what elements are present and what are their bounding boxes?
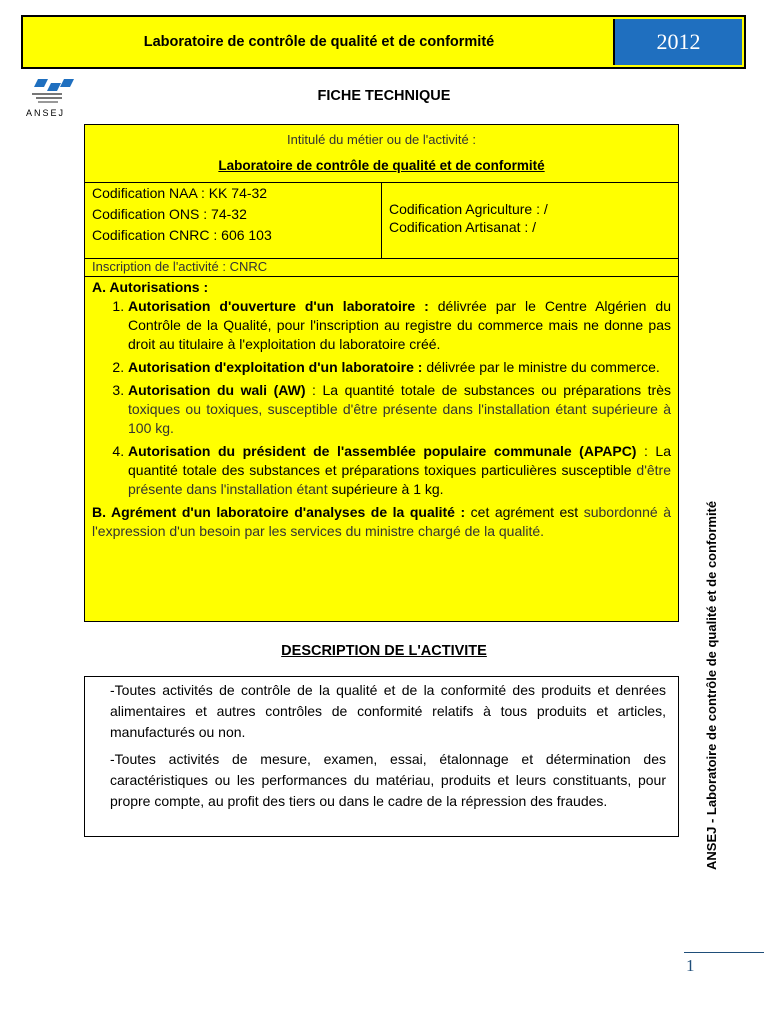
autorisation-text: délivrée par le ministre du commerce. [422, 359, 660, 375]
description-paragraph: -Toutes activités de contrôle de la qualité et de la conformité des produits et denrées alimentaires et autres contrôles de conformité relatifs à tous produits et articles, manufacturés ou non. [110, 682, 666, 740]
header-bar [21, 15, 746, 69]
agrement-text-light: subordonné à l'expression d'un besoin par les services du ministre chargé de la qualité. [92, 504, 671, 539]
description-box [84, 676, 679, 837]
autorisations-section [85, 278, 678, 541]
intitule-label: Intitulé du métier ou de l'activité : [287, 132, 476, 147]
side-margin-text: ANSEJ - Laboratoire de contrôle de qualité et de conformité [704, 500, 719, 870]
autorisation-title: Autorisation du wali (AW) [128, 382, 306, 398]
codification-artisanat: Codification Artisanat : / [389, 219, 537, 235]
intitule-value: Laboratoire de contrôle de qualité et de conformité [218, 158, 545, 173]
description-title: DESCRIPTION DE L'ACTIVITE [281, 643, 487, 659]
codification-cnrc: Codification CNRC : 606 103 [92, 227, 272, 243]
list-item [128, 358, 671, 377]
page-footer-line [684, 952, 764, 953]
list-item [128, 297, 671, 354]
header-year: 2012 [613, 19, 742, 65]
list-item [128, 381, 671, 438]
codification-left [85, 183, 382, 259]
logo-text: ANSEJ [26, 108, 66, 118]
codification-ons: Codification ONS : 74-32 [92, 206, 247, 222]
agrement-title: B. Agrément d'un laboratoire d'analyses de la qualité : [92, 504, 466, 520]
autorisation-text: délivrée par le Centre Algérien du Contrôle de la Qualité, pour l'inscription au registre du commerce mais ne donne pas droit au titulaire à l'exploitation du laboratoire créé. [128, 298, 671, 352]
autorisation-text-light: toxiques ou toxiques, susceptible d'être présente dans l'installation étant supérieure à 100 kg. [128, 401, 671, 436]
autorisation-text-end: supérieure à 1 kg. [327, 481, 444, 497]
agrement-section [92, 503, 671, 541]
codification-right [382, 183, 678, 259]
page-title: FICHE TECHNIQUE [317, 88, 451, 104]
header-title: Laboratoire de contrôle de qualité et de conformité [143, 34, 495, 50]
inscription: Inscription de l'activité : CNRC [85, 259, 678, 277]
description-paragraph: -Toutes activités de mesure, examen, essai, étalonnage et détermination des caractéristiques ou les performances du matériau, produits et leurs constituants, pour propre compte, au profit des tiers ou dans le cadre de la répression des fraudes. [110, 751, 666, 809]
codification-naa: Codification NAA : KK 74-32 [92, 185, 268, 201]
agrement-text: cet agrément est [465, 504, 584, 520]
list-item [128, 442, 671, 499]
autorisation-text-light: d'être présente dans l'installation étant [128, 462, 671, 497]
codification-agriculture: Codification Agriculture : / [389, 201, 548, 217]
autorisation-title: Autorisation du président de l'assemblée populaire communale (APAPC) [128, 443, 637, 459]
autorisations-list [92, 297, 671, 499]
autorisation-title: Autorisation d'exploitation d'un laboratoire : [128, 359, 423, 375]
intitule-block [85, 125, 678, 183]
autorisation-text: : La quantité totale de substances ou préparations très [305, 382, 672, 398]
autorisation-text: : La quantité totale des substances et préparations toxiques particulières susceptible [128, 443, 671, 478]
autorisation-title: Autorisation d'ouverture d'un laboratoire : [128, 298, 429, 314]
page-number: 1 [686, 956, 695, 975]
autorisations-heading: A. Autorisations : [92, 279, 209, 295]
fiche-table [84, 124, 679, 622]
